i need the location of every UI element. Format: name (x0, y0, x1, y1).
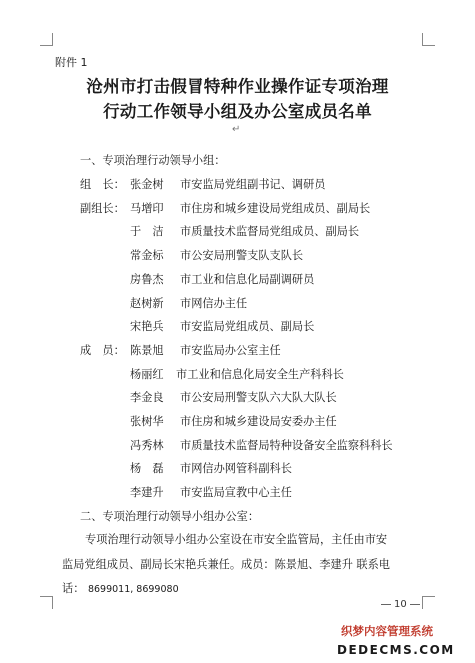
member-name: 陈景旭 (130, 344, 164, 357)
crop-mark-bottom-left (40, 596, 53, 609)
crop-mark-top-left (40, 33, 53, 46)
crop-mark-top-right (422, 33, 435, 46)
member-position: 市安监局党组副书记、调研员 (180, 178, 326, 191)
member-position: 市工业和信息化局副调研员 (180, 273, 315, 286)
member-name: 冯秀林 (130, 439, 164, 452)
document-title-line-1: 沧州市打击假冒特种作业操作证专项治理 (86, 77, 389, 96)
phone-prefix: 话： (62, 582, 85, 595)
member-role: 成 员： (80, 344, 125, 357)
member-name: 李建升 (130, 486, 164, 499)
office-paragraph-line-2: 监局党组成员、副局长宋艳兵兼任。成员：陈景旭、李建升 联系电 (62, 558, 390, 571)
page-dash-right (410, 604, 420, 605)
paragraph-mark: ↵ (232, 124, 241, 135)
member-name: 常金标 (130, 249, 164, 262)
member-position: 市安监局党组成员、副局长 (180, 320, 315, 333)
member-position: 市网信办网管科副科长 (180, 462, 292, 475)
member-role: 组 长： (80, 178, 125, 191)
member-position: 市网信办主任 (180, 297, 248, 310)
site-watermark (333, 624, 475, 663)
member-name: 赵树新 (130, 297, 164, 310)
section-2-heading: 二、专项治理行动领导小组办公室： (80, 510, 260, 523)
crop-mark-bottom-right (422, 596, 435, 609)
member-position: 市质量技术监督局党组成员、副局长 (180, 225, 360, 238)
member-position: 市公安局刑警支队支队长 (180, 249, 304, 262)
page-number (378, 599, 423, 610)
member-position: 市公安局刑警支队六大队大队长 (180, 391, 337, 404)
member-name: 李金良 (130, 391, 164, 404)
watermark-top-text: 织梦内容管理系统 (341, 624, 433, 638)
page-dash-left (381, 604, 391, 605)
office-paragraph-line-3 (62, 580, 434, 596)
member-name: 于 洁 (130, 225, 164, 238)
member-role: 副组长： (80, 202, 125, 215)
member-name: 杨 磊 (130, 462, 164, 475)
member-name: 马增印 (130, 202, 164, 215)
member-position: 市住房和城乡建设局安委办主任 (180, 415, 337, 428)
member-position: 市工业和信息化局安全生产科科长 (176, 368, 344, 381)
office-paragraph-line-1: 专项治理行动领导小组办公室设在市安全监管局，主任由市安 (85, 533, 388, 546)
member-position: 市住房和城乡建设局党组成员、副局长 (180, 202, 371, 215)
page-number-value: 10 (394, 599, 407, 610)
member-position: 市质量技术监督局特种设备安全监察科科长 (180, 439, 393, 452)
document-title-line-2: 行动工作领导小组及办公室成员名单 (103, 102, 372, 121)
member-position: 市安监局宣教中心主任 (180, 486, 292, 499)
section-1-heading: 一、专项治理行动领导小组： (80, 154, 226, 167)
member-position: 市安监局办公室主任 (180, 344, 281, 357)
member-name: 宋艳兵 (130, 320, 164, 333)
member-name: 房鲁杰 (130, 273, 164, 286)
phone-numbers: 8699011, 8699080 (87, 584, 179, 595)
member-name: 张金树 (130, 178, 164, 191)
attachment-label: 附件 1 (55, 56, 88, 69)
watermark-bottom-text: DEDECMS.COM (337, 643, 455, 657)
member-name: 杨丽红 (130, 368, 164, 381)
member-name: 张树华 (130, 415, 164, 428)
